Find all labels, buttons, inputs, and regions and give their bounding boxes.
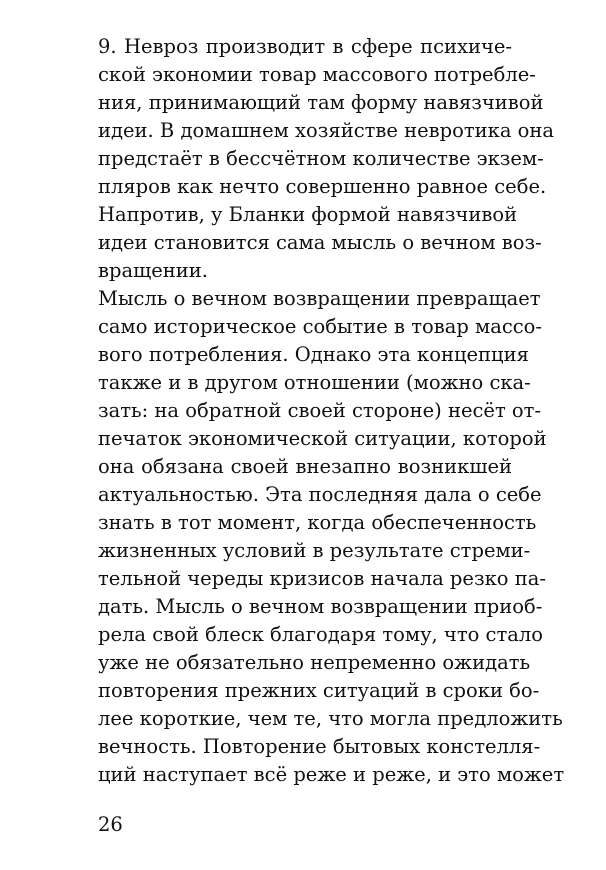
text-line: вого потребления. Однако эта концепция [98,343,529,366]
paragraph-eternal-return [98,285,565,789]
text-line: знать в тот момент, когда обеспеченность [98,511,537,534]
text-line: актуальностью. Эта последняя дала о себе [98,483,542,506]
text-line: Мысль о вечном возвращении превращает [98,287,541,310]
text-line: зать: на обратной своей стороне) несёт от- [98,399,542,422]
text-line: Напротив, у Бланки формой навязчивой [98,203,518,226]
text-line: она обязана своей внезапно возникшей [98,455,512,478]
text-line: жизненных условий в результате стреми- [98,539,531,562]
text-line: предстаёт в бессчётном количестве экзем- [98,147,544,170]
text-line: ций наступает всё реже и реже, и это может [98,763,565,786]
text-line: 9. Невроз производит в сфере психиче- [98,35,512,58]
page-number: 26 [98,813,123,836]
text-line: ской экономии товар массового потребле- [98,63,536,86]
text-line: повторения прежних ситуаций в сроки бо- [98,679,540,702]
text-line: дать. Мысль о вечном возвращении приоб- [98,595,543,618]
text-line: ния, принимающий там форму навязчивой [98,91,544,114]
text-line: идеи. В домашнем хозяйстве невротика она [98,119,555,142]
text-line: само историческое событие в товар массо- [98,315,542,338]
text-line: лее короткие, чем те, что могла предложить [98,707,563,730]
text-line: также и в другом отношении (можно ска- [98,371,531,394]
text-line: печаток экономической ситуации, которой [98,427,547,450]
text-line: идеи становится сама мысль о вечном воз- [98,231,542,254]
text-line: вращении. [98,259,208,282]
text-line: вечность. Повторение бытовых констелля- [98,735,541,758]
text-line: уже не обязательно непременно ожидать [98,651,531,674]
text-line: пляров как нечто совершенно равное себе. [98,175,547,198]
text-line: рела свой блеск благодаря тому, что стало [98,623,544,646]
paragraph-9 [98,33,555,285]
text-line: тельной череды кризисов начала резко па- [98,567,546,590]
